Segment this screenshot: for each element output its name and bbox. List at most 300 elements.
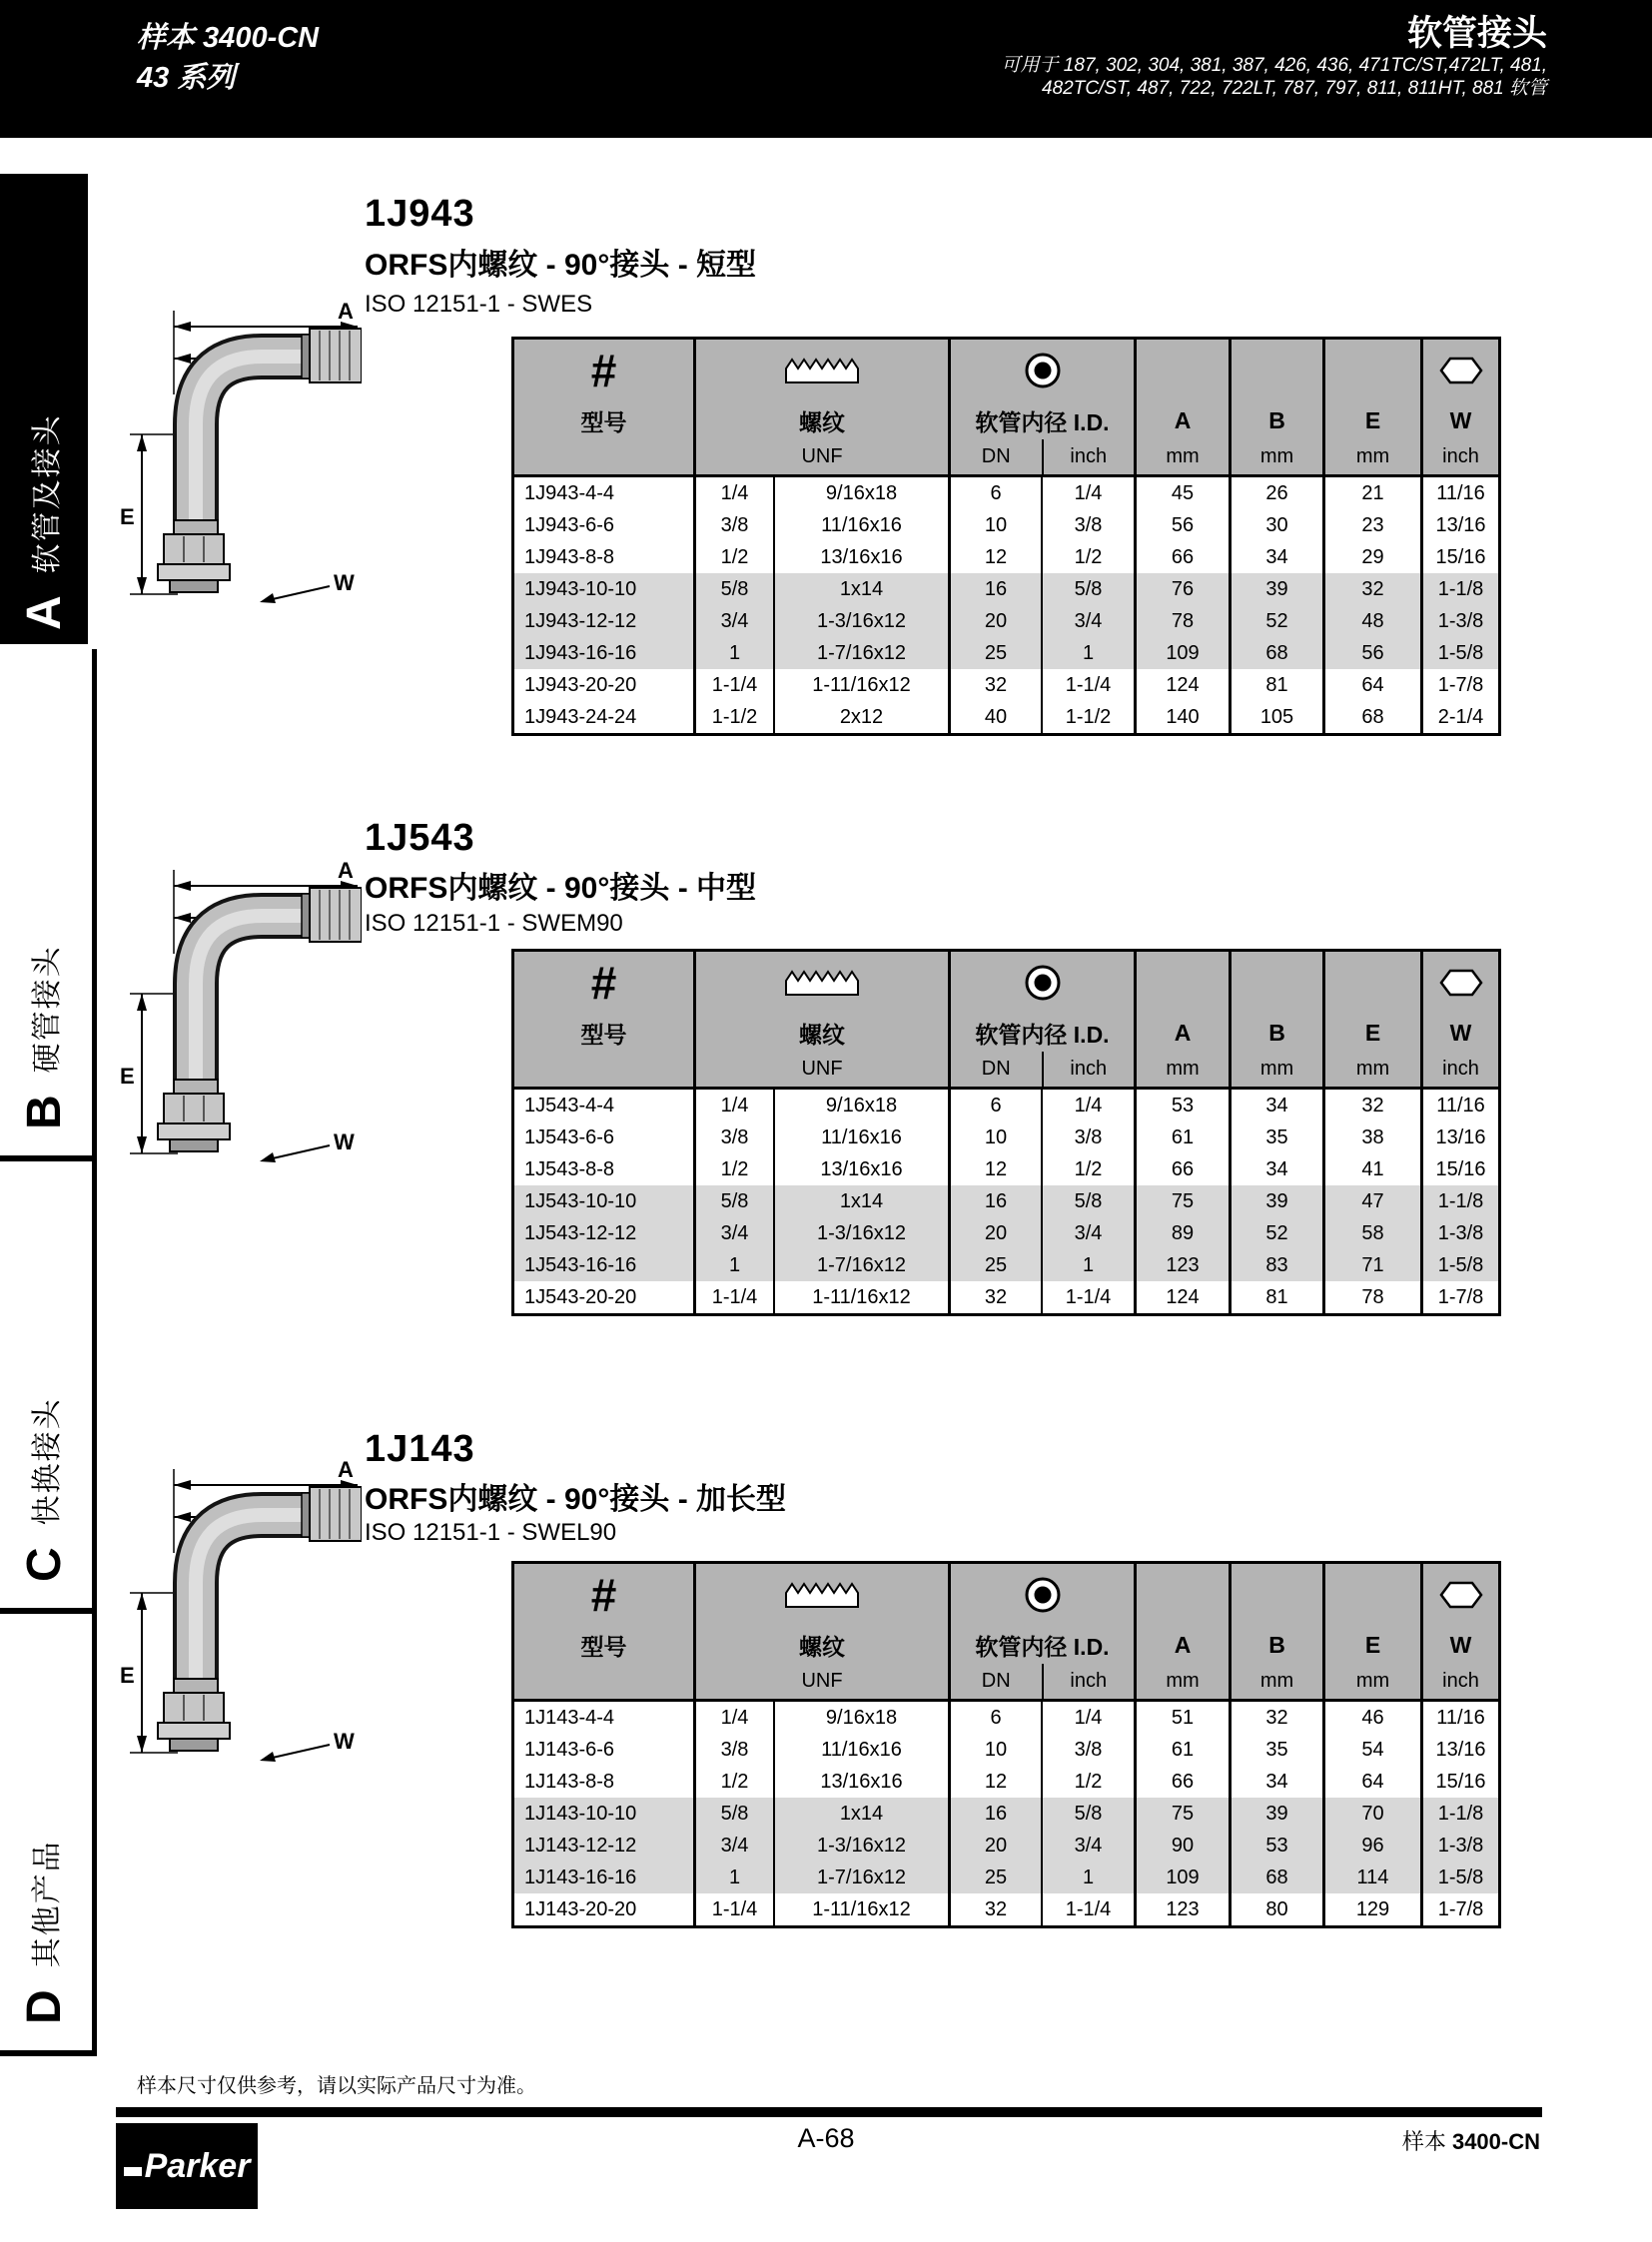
- cell-dim-w: 1-7/8: [1420, 669, 1498, 701]
- cell-dn: 25: [948, 637, 1041, 669]
- thread-icon: [783, 356, 861, 385]
- fitting-diagram: [112, 295, 362, 624]
- cell-thread: 9/16x18: [773, 1702, 948, 1734]
- col-dim-b: [1229, 1564, 1322, 1699]
- tab-letter: A: [17, 595, 71, 630]
- cell-dim-a: 66: [1134, 1153, 1229, 1185]
- arrowhead: [174, 1512, 191, 1522]
- hose-id-icon: [1022, 350, 1064, 391]
- cell-thread: 1-11/16x12: [773, 1281, 948, 1313]
- column-label: 型号: [580, 1633, 627, 1660]
- cell-dim-a: 76: [1134, 573, 1229, 605]
- unit-label: [514, 439, 693, 474]
- tab-letter: C: [17, 1547, 71, 1582]
- sidebar-divider: [0, 1155, 97, 1161]
- cell-dim-w: 1-1/8: [1420, 573, 1498, 605]
- cell-thread: 1-7/16x12: [773, 1249, 948, 1281]
- cell-dim-b: 81: [1229, 1281, 1322, 1313]
- column-label: E: [1364, 406, 1381, 433]
- unit-label: UNF: [801, 445, 843, 467]
- cell-thread: 11/16x16: [773, 509, 948, 541]
- column-label: A: [1174, 406, 1192, 433]
- table-row: [514, 1185, 1498, 1217]
- cell-thread: 13/16x16: [773, 1153, 948, 1185]
- unit-label: mm: [1259, 445, 1294, 467]
- thread-icon: [783, 1580, 861, 1610]
- cell-dn: 25: [948, 1862, 1041, 1893]
- spec-table: [511, 949, 1501, 1316]
- cell-dim-a: 90: [1134, 1830, 1229, 1862]
- cell-dim-w: 1-7/8: [1420, 1893, 1498, 1925]
- cell-dim-a: 109: [1134, 637, 1229, 669]
- cell-thread-size: 1-1/4: [693, 1281, 773, 1313]
- sidebar-divider: [0, 1608, 97, 1614]
- cell-dn: 12: [948, 1766, 1041, 1798]
- column-label: 螺纹: [799, 1021, 845, 1048]
- arrowhead: [137, 577, 147, 594]
- cell-dn: 20: [948, 1830, 1041, 1862]
- cell-thread-size: 1/4: [693, 477, 773, 509]
- hose-id-icon: [1022, 962, 1064, 1004]
- column-label: E: [1364, 1019, 1381, 1046]
- cell-dim-w: 1-5/8: [1420, 1249, 1498, 1281]
- cell-thread: 11/16x16: [773, 1121, 948, 1153]
- cell-thread-size: 3/4: [693, 1830, 773, 1862]
- cell-dim-e: 68: [1322, 701, 1420, 733]
- cell-thread-size: 5/8: [693, 1798, 773, 1830]
- product-number: 1J543: [365, 817, 475, 859]
- cell-part-number: 1J543-20-20: [524, 1285, 637, 1308]
- arrowhead: [260, 593, 276, 603]
- column-label: B: [1268, 1631, 1285, 1658]
- cell-dim-b: 105: [1229, 701, 1322, 733]
- col-dim-a: [1134, 340, 1229, 474]
- page-header: [0, 0, 1652, 138]
- cell-inch: 1-1/4: [1041, 669, 1134, 701]
- cell-part-number: 1J143-6-6: [524, 1738, 615, 1761]
- cell-dim-e: 47: [1322, 1185, 1420, 1217]
- cell-part-number: 1J943-8-8: [524, 545, 615, 568]
- col-dim-e: [1322, 1564, 1420, 1699]
- table-header: [514, 340, 1498, 477]
- cell-dim-e: 46: [1322, 1702, 1420, 1734]
- cell-dim-b: 34: [1229, 1153, 1322, 1185]
- cell-dim-e: 64: [1322, 669, 1420, 701]
- cell-part-number: 1J543-12-12: [524, 1221, 637, 1244]
- table-row: [514, 541, 1498, 573]
- thread-icon: [783, 968, 861, 998]
- unit-label: mm: [1355, 1058, 1390, 1080]
- cell-dim-e: 32: [1322, 1090, 1420, 1121]
- spec-table: [511, 1561, 1501, 1928]
- column-label: 型号: [580, 1021, 627, 1048]
- cell-dim-e: 129: [1322, 1893, 1420, 1925]
- cell-thread-size: 1/2: [693, 541, 773, 573]
- cell-dim-a: 51: [1134, 1702, 1229, 1734]
- col-hose-id: [948, 340, 1134, 474]
- table-row: [514, 1798, 1498, 1830]
- cell-thread-size: 3/8: [693, 1734, 773, 1766]
- parker-logo: [116, 2123, 258, 2209]
- cell-thread: 9/16x18: [773, 1090, 948, 1121]
- fitting-diagram-slot: [112, 854, 362, 1183]
- cell-dim-a: 123: [1134, 1249, 1229, 1281]
- swivel-nut: [164, 1094, 224, 1123]
- cell-dim-a: 124: [1134, 669, 1229, 701]
- cell-dim-a: 61: [1134, 1121, 1229, 1153]
- cell-dn: 16: [948, 1185, 1041, 1217]
- fitting-diagram: [112, 1453, 362, 1783]
- product-description: ORFS内螺纹 - 90°接头 - 短型: [365, 249, 757, 282]
- cell-part-number: 1J543-16-16: [524, 1253, 637, 1276]
- unit-inch: inch: [1042, 439, 1135, 474]
- sidebar-tab-other-products: [0, 1614, 88, 2050]
- dimension-label-a: A: [338, 1457, 354, 1482]
- ferrule: [310, 329, 362, 382]
- footer-rule: [116, 2107, 1542, 2117]
- arrowhead: [174, 354, 191, 364]
- cell-dim-b: 34: [1229, 1090, 1322, 1121]
- cell-thread: 1x14: [773, 573, 948, 605]
- col-dim-e: [1322, 340, 1420, 474]
- cell-thread: 1x14: [773, 1185, 948, 1217]
- cell-thread: 1x14: [773, 1798, 948, 1830]
- elbow-body: [196, 916, 358, 1100]
- table-row: [514, 477, 1498, 509]
- cell-inch: 3/8: [1041, 1734, 1134, 1766]
- column-label: 型号: [580, 408, 627, 435]
- part-number-icon: #: [590, 345, 617, 396]
- header-left: [137, 20, 319, 96]
- ferrule: [310, 888, 362, 942]
- sidebar-tab-tube-fittings: [0, 649, 88, 1155]
- column-label: W: [1449, 1019, 1472, 1046]
- series-name: 43 系列: [137, 62, 236, 94]
- cell-dim-w: 15/16: [1420, 1766, 1498, 1798]
- cell-inch: 3/4: [1041, 1830, 1134, 1862]
- arrowhead: [174, 881, 191, 891]
- cell-dim-w: 1-1/8: [1420, 1798, 1498, 1830]
- arrowhead: [260, 1752, 276, 1762]
- col-dim-w: [1420, 952, 1498, 1087]
- cell-dim-e: 70: [1322, 1798, 1420, 1830]
- tab-content: [0, 1161, 88, 1608]
- tab-label: 快换接头: [31, 1397, 64, 1526]
- col-thread: [693, 952, 948, 1087]
- cell-dim-e: 56: [1322, 637, 1420, 669]
- elbow-body: [196, 1515, 358, 1699]
- unit-label: inch: [1442, 1670, 1479, 1692]
- cell-dim-b: 83: [1229, 1249, 1322, 1281]
- table-header: [514, 952, 1498, 1090]
- cell-dim-b: 68: [1229, 637, 1322, 669]
- cell-inch: 1/4: [1041, 1090, 1134, 1121]
- cell-dim-e: 23: [1322, 509, 1420, 541]
- cell-dim-w: 1-3/8: [1420, 605, 1498, 637]
- cell-part-number: 1J943-10-10: [524, 577, 637, 600]
- cell-dim-b: 52: [1229, 605, 1322, 637]
- dimension-label-b: B: [258, 1489, 274, 1514]
- arrowhead: [137, 994, 147, 1011]
- parker-logo-text: Parker: [144, 2146, 251, 2185]
- cell-inch: 3/8: [1041, 509, 1134, 541]
- cell-dim-b: 30: [1229, 509, 1322, 541]
- cell-part-number: 1J943-20-20: [524, 673, 637, 696]
- cell-thread: 1-3/16x12: [773, 605, 948, 637]
- arrowhead: [137, 1736, 147, 1753]
- product-description: ORFS内螺纹 - 90°接头 - 加长型: [365, 1483, 787, 1516]
- dimension-label-w: W: [334, 1129, 355, 1154]
- cell-thread: 1-7/16x12: [773, 1862, 948, 1893]
- column-label: 软管内径 I.D.: [975, 1633, 1110, 1660]
- product-description: ORFS内螺纹 - 90°接头 - 中型: [365, 872, 757, 905]
- dimension-label-w: W: [334, 1729, 355, 1754]
- unit-label: [514, 1664, 693, 1699]
- col-dim-a: [1134, 952, 1229, 1087]
- part-number-icon: #: [590, 957, 617, 1009]
- cell-thread-size: 3/4: [693, 605, 773, 637]
- dimension-label-w: W: [334, 570, 355, 595]
- table-row: [514, 1830, 1498, 1862]
- cell-thread: 13/16x16: [773, 541, 948, 573]
- cell-part-number: 1J543-4-4: [524, 1094, 615, 1117]
- cell-dim-a: 75: [1134, 1185, 1229, 1217]
- col-dim-w: [1420, 1564, 1498, 1699]
- cell-dim-e: 38: [1322, 1121, 1420, 1153]
- cell-dim-e: 58: [1322, 1217, 1420, 1249]
- table-row: [514, 1281, 1498, 1313]
- ferrule-collar: [302, 335, 310, 378]
- catalog-reference: [1402, 2125, 1540, 2156]
- table-row: [514, 1153, 1498, 1185]
- cell-dim-a: 66: [1134, 1766, 1229, 1798]
- cell-dim-b: 35: [1229, 1121, 1322, 1153]
- cell-dim-w: 13/16: [1420, 1734, 1498, 1766]
- cell-dn: 20: [948, 1217, 1041, 1249]
- cell-inch: 1: [1041, 1249, 1134, 1281]
- cell-part-number: 1J543-6-6: [524, 1125, 615, 1148]
- cell-thread-size: 1-1/4: [693, 669, 773, 701]
- nut-flange: [158, 1723, 230, 1739]
- cell-thread-size: 1: [693, 1862, 773, 1893]
- table-row: [514, 637, 1498, 669]
- hose-compatibility-line1: 可用于 187, 302, 304, 381, 387, 426, 436, 471TC/ST,472LT, 481,: [1001, 55, 1547, 76]
- table-row: [514, 1734, 1498, 1766]
- col-part-number: [514, 952, 693, 1087]
- cell-part-number: 1J543-8-8: [524, 1157, 615, 1180]
- cell-dim-w: 2-1/4: [1420, 701, 1498, 733]
- cell-dim-a: 89: [1134, 1217, 1229, 1249]
- cell-dim-e: 48: [1322, 605, 1420, 637]
- swivel-nut: [164, 1693, 224, 1723]
- unit-label: UNF: [801, 1670, 843, 1692]
- cell-thread-size: 1-1/4: [693, 1893, 773, 1925]
- col-hose-id: [948, 1564, 1134, 1699]
- table-header: [514, 1564, 1498, 1702]
- dimension-label-b: B: [258, 331, 274, 356]
- cell-inch: 3/8: [1041, 1121, 1134, 1153]
- col-hose-id: [948, 952, 1134, 1087]
- cell-part-number: 1J943-4-4: [524, 481, 615, 504]
- dimension-label-a: A: [338, 858, 354, 883]
- cell-part-number: 1J943-16-16: [524, 641, 637, 664]
- sidebar-divider: [0, 2050, 97, 2056]
- cell-dim-e: 114: [1322, 1862, 1420, 1893]
- cell-part-number: 1J143-20-20: [524, 1897, 637, 1920]
- cell-part-number: 1J143-12-12: [524, 1834, 637, 1857]
- table-row: [514, 1893, 1498, 1925]
- cell-dim-a: 124: [1134, 1281, 1229, 1313]
- cell-part-number: 1J943-24-24: [524, 705, 637, 728]
- table-row: [514, 509, 1498, 541]
- cell-dim-b: 39: [1229, 1798, 1322, 1830]
- fitting-diagram-slot: [112, 1453, 362, 1783]
- arrowhead: [137, 1136, 147, 1153]
- ferrule: [310, 1487, 362, 1541]
- cell-thread: 2x12: [773, 701, 948, 733]
- cell-inch: 1/2: [1041, 541, 1134, 573]
- dimension-label-e: E: [120, 1663, 135, 1688]
- unit-inch: inch: [1042, 1664, 1135, 1699]
- cell-dim-e: 29: [1322, 541, 1420, 573]
- cell-thread-size: 1: [693, 1249, 773, 1281]
- cell-dn: 6: [948, 1702, 1041, 1734]
- hose-compatibility-line2: 482TC/ST, 487, 722, 722LT, 787, 797, 811, 811HT, 881 软管: [1042, 78, 1547, 99]
- cell-thread-size: 3/4: [693, 1217, 773, 1249]
- cell-dn: 20: [948, 605, 1041, 637]
- unit-inch: inch: [1042, 1052, 1135, 1087]
- cell-dim-b: 32: [1229, 1702, 1322, 1734]
- tab-label: 硬管接头: [31, 945, 64, 1074]
- table-row: [514, 1090, 1498, 1121]
- spec-table: [511, 337, 1501, 736]
- cell-dn: 12: [948, 1153, 1041, 1185]
- cell-inch: 1/2: [1041, 1153, 1134, 1185]
- cell-thread-size: 1-1/2: [693, 701, 773, 733]
- cell-dim-b: 68: [1229, 1862, 1322, 1893]
- cell-thread-size: 1/2: [693, 1153, 773, 1185]
- cell-dim-w: 11/16: [1420, 1090, 1498, 1121]
- column-label: 软管内径 I.D.: [975, 408, 1110, 435]
- hex-nut-icon: [1438, 968, 1484, 998]
- column-label: A: [1174, 1019, 1192, 1046]
- ferrule-collar: [302, 894, 310, 938]
- unit-dn: DN: [981, 1058, 1011, 1080]
- tab-label: 软管及接头: [31, 413, 64, 574]
- cell-dim-a: 61: [1134, 1734, 1229, 1766]
- cell-dim-b: 53: [1229, 1830, 1322, 1862]
- arrowhead: [174, 913, 191, 923]
- column-label: W: [1449, 406, 1472, 433]
- cell-dim-w: 1-1/8: [1420, 1185, 1498, 1217]
- unit-label: [514, 1052, 693, 1087]
- cell-dim-e: 54: [1322, 1734, 1420, 1766]
- cell-dim-w: 1-3/8: [1420, 1830, 1498, 1862]
- product-number: 1J143: [365, 1428, 475, 1470]
- unit-label: mm: [1259, 1670, 1294, 1692]
- cell-dn: 10: [948, 1734, 1041, 1766]
- cell-dim-a: 53: [1134, 1090, 1229, 1121]
- product-standard: ISO 12151-1 - SWES: [365, 291, 593, 318]
- cell-thread: 1-3/16x12: [773, 1217, 948, 1249]
- product-number: 1J943: [365, 193, 475, 235]
- col-dim-w: [1420, 340, 1498, 474]
- cell-dn: 32: [948, 669, 1041, 701]
- cell-dn: 16: [948, 573, 1041, 605]
- tab-content: [0, 649, 88, 1155]
- cell-dn: 10: [948, 1121, 1041, 1153]
- tab-label: 其他产品: [31, 1840, 64, 1968]
- cell-dim-w: 11/16: [1420, 477, 1498, 509]
- cell-inch: 1/4: [1041, 477, 1134, 509]
- sidebar-border-line: [92, 649, 97, 2055]
- cell-dim-w: 15/16: [1420, 541, 1498, 573]
- cell-dim-a: 66: [1134, 541, 1229, 573]
- cell-dim-e: 78: [1322, 1281, 1420, 1313]
- cell-dim-w: 1-3/8: [1420, 1217, 1498, 1249]
- sidebar-tab-quick-couplings: [0, 1161, 88, 1608]
- cell-thread-size: 5/8: [693, 573, 773, 605]
- cell-inch: 1: [1041, 1862, 1134, 1893]
- column-label: E: [1364, 1631, 1381, 1658]
- cell-dn: 12: [948, 541, 1041, 573]
- cell-dim-w: 15/16: [1420, 1153, 1498, 1185]
- cell-thread-size: 3/8: [693, 1121, 773, 1153]
- hex-nut-icon: [1438, 1580, 1484, 1610]
- cell-part-number: 1J143-8-8: [524, 1770, 615, 1793]
- cell-thread-size: 1/4: [693, 1090, 773, 1121]
- cell-dim-e: 41: [1322, 1153, 1420, 1185]
- col-thread: [693, 1564, 948, 1699]
- product-standard: ISO 12151-1 - SWEM90: [365, 910, 623, 937]
- column-label: 软管内径 I.D.: [975, 1021, 1110, 1048]
- col-dim-e: [1322, 952, 1420, 1087]
- cell-dim-w: 11/16: [1420, 1702, 1498, 1734]
- unit-label: inch: [1442, 445, 1479, 467]
- cell-dim-w: 1-5/8: [1420, 637, 1498, 669]
- cell-dn: 32: [948, 1893, 1041, 1925]
- cell-inch: 5/8: [1041, 1798, 1134, 1830]
- tab-content: [0, 1614, 88, 2050]
- page-number: A-68: [797, 2123, 855, 2153]
- table-row: [514, 605, 1498, 637]
- column-label: A: [1174, 1631, 1192, 1658]
- cell-dim-a: 75: [1134, 1798, 1229, 1830]
- ferrule-collar: [302, 1493, 310, 1537]
- nut-flange: [158, 564, 230, 580]
- cell-part-number: 1J543-10-10: [524, 1189, 637, 1212]
- col-dim-a: [1134, 1564, 1229, 1699]
- unit-dn: DN: [981, 1670, 1011, 1692]
- cell-part-number: 1J143-16-16: [524, 1866, 637, 1888]
- cell-part-number: 1J943-12-12: [524, 609, 637, 632]
- cell-dim-e: 32: [1322, 573, 1420, 605]
- hex-nut-icon: [1438, 356, 1484, 385]
- cell-thread: 1-7/16x12: [773, 637, 948, 669]
- cell-dn: 6: [948, 1090, 1041, 1121]
- cell-thread-size: 1/4: [693, 1702, 773, 1734]
- arrowhead: [137, 434, 147, 451]
- disclaimer-note: 样本尺寸仅供参考，请以实际产品尺寸为准。: [137, 2075, 536, 2097]
- cell-inch: 3/4: [1041, 605, 1134, 637]
- unit-label: mm: [1166, 1058, 1200, 1080]
- cell-part-number: 1J143-10-10: [524, 1802, 637, 1825]
- cell-inch: 1/2: [1041, 1766, 1134, 1798]
- cell-dim-a: 56: [1134, 509, 1229, 541]
- dimension-label-a: A: [338, 299, 354, 324]
- unit-label: mm: [1166, 1670, 1200, 1692]
- cell-inch: 5/8: [1041, 1185, 1134, 1217]
